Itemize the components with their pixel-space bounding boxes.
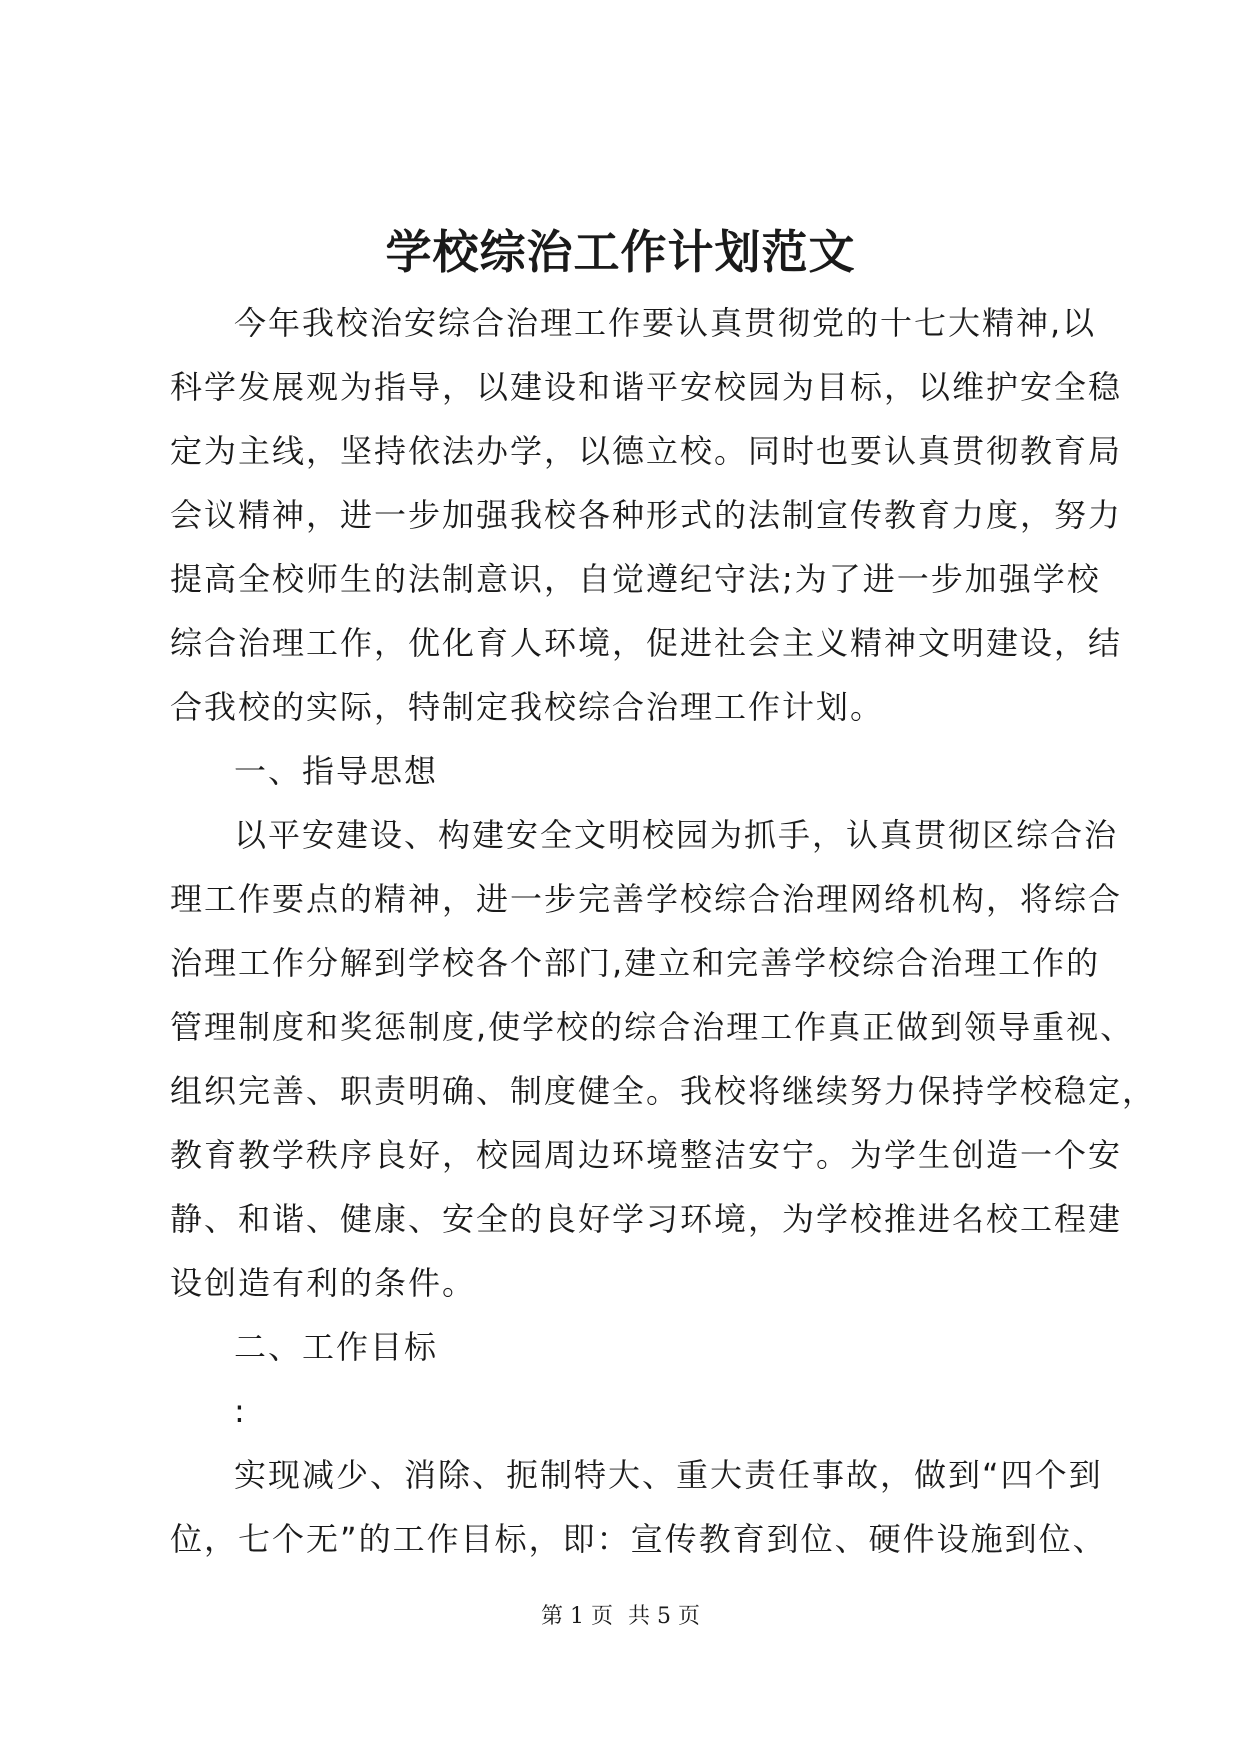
section-heading-guiding-ideology: 一、指导思想	[234, 752, 439, 790]
body-line-19: 实现减少、消除、扼制特大、重大责任事故，做到“四个到	[234, 1456, 1103, 1494]
body-line-11: 治理工作分解到学校各个部门,建立和完善学校综合治理工作的	[170, 944, 1101, 982]
body-line-13: 组织完善、职责明确、制度健全。我校将继续努力保持学校稳定，	[170, 1072, 1157, 1110]
body-line-20: 位，七个无”的工作目标，即：宣传教育到位、硬件设施到位、	[170, 1520, 1107, 1558]
page-number: 第 1 页	[541, 1604, 613, 1629]
body-line-2: 科学发展观为指导，以建设和谐平安校园为目标，以维护安全稳	[170, 368, 1123, 406]
body-line-15: 静、和谐、健康、安全的良好学习环境，为学校推进名校工程建	[170, 1200, 1123, 1238]
page-footer	[0, 1602, 1241, 1632]
body-line-9: 以平安建设、构建安全文明校园为抓手，认真贯彻区综合治	[234, 816, 1119, 854]
body-line-10: 理工作要点的精神，进一步完善学校综合治理网络机构，将综合	[170, 880, 1123, 918]
document-title: 学校综治工作计划范文	[385, 225, 856, 279]
section-heading-work-goals: 二、工作目标	[234, 1328, 439, 1366]
page-total: 共 5 页	[628, 1604, 700, 1629]
body-line-6: 综合治理工作，优化育人环境，促进社会主义精神文明建设，结	[170, 624, 1123, 662]
body-line-3: 定为主线，坚持依法办学，以德立校。同时也要认真贯彻教育局	[170, 432, 1123, 470]
body-line-4: 会议精神，进一步加强我校各种形式的法制宣传教育力度，努力	[170, 496, 1123, 534]
body-line-5: 提高全校师生的法制意识，自觉遵纪守法;为了进一步加强学校	[170, 560, 1101, 598]
document-body	[170, 291, 1157, 1571]
body-line-16: 设创造有利的条件。	[170, 1264, 477, 1302]
colon-line: :	[234, 1392, 247, 1430]
body-line-12: 管理制度和奖惩制度,使学校的综合治理工作真正做到领导重视、	[170, 1008, 1135, 1046]
body-line-7: 合我校的实际，特制定我校综合治理工作计划。	[170, 688, 885, 726]
body-line-14: 教育教学秩序良好，校园周边环境整洁安宁。为学生创造一个安	[170, 1136, 1123, 1174]
body-line-1: 今年我校治安综合治理工作要认真贯彻党的十七大精神,以	[234, 304, 1097, 342]
